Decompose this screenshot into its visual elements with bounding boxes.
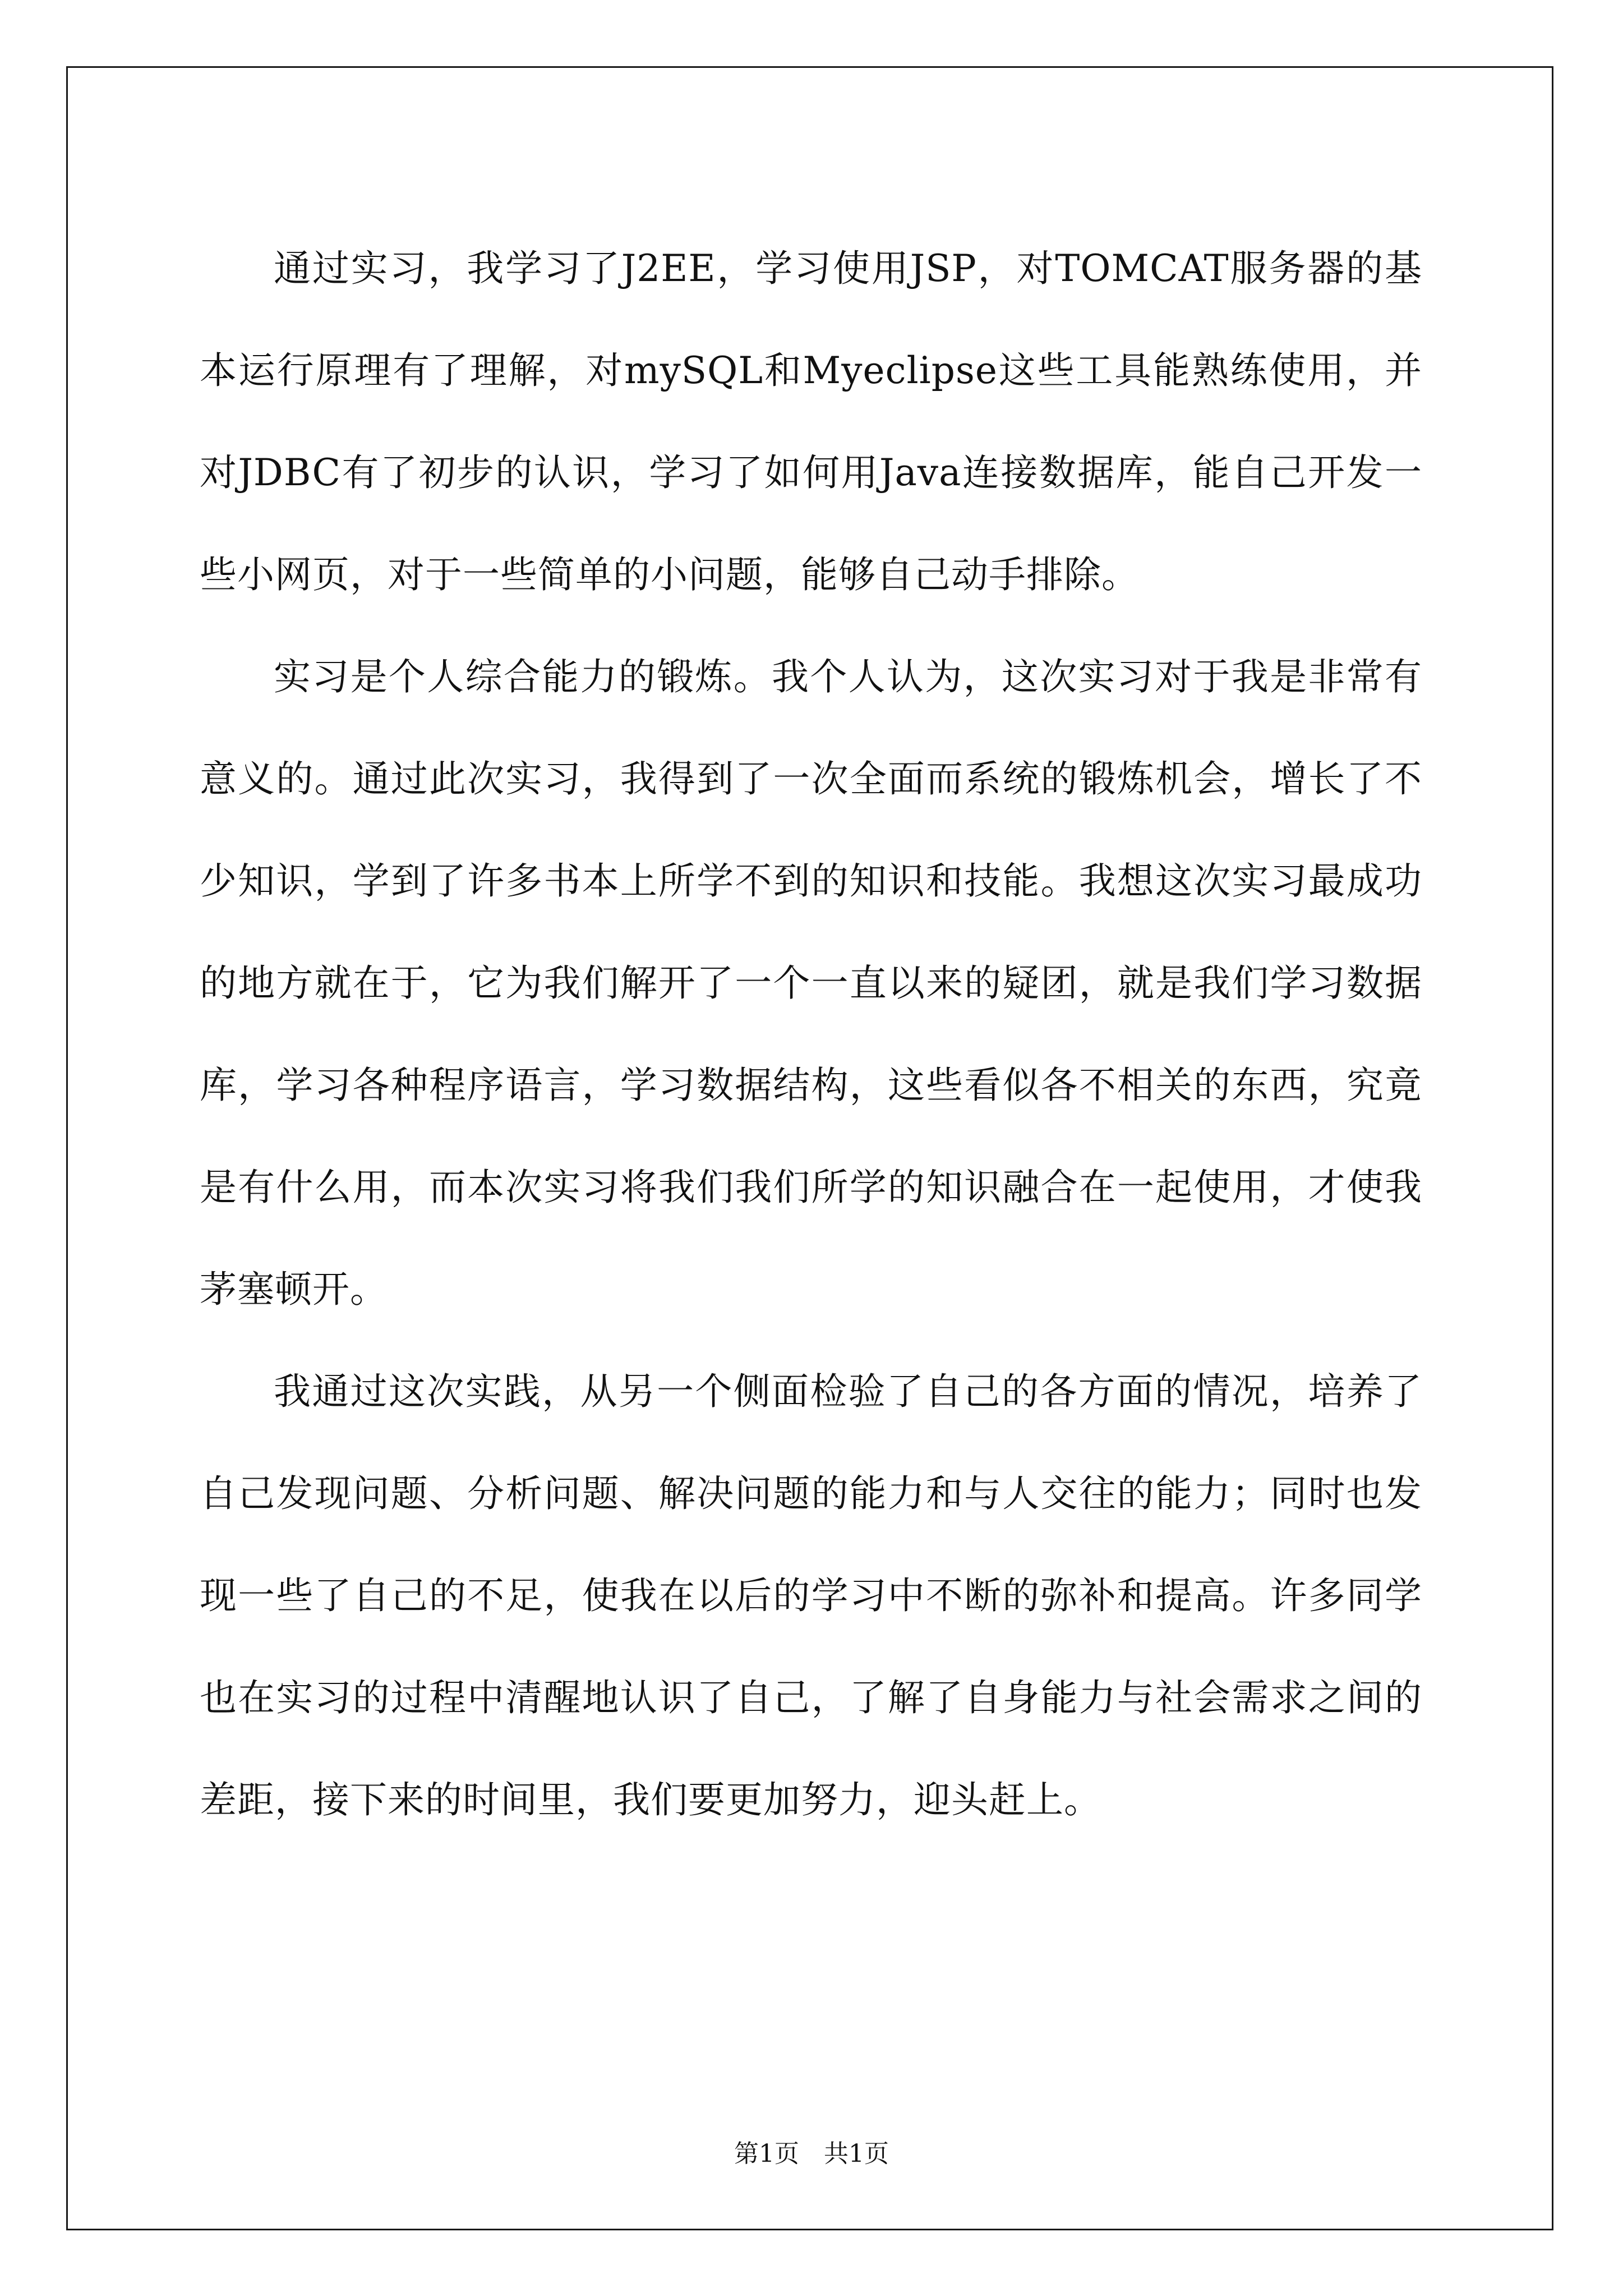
paragraph-3: 我通过这次实践，从另一个侧面检验了自己的各方面的情况，培养了自己发现问题、分析问题、解决问题的能力和与人交往的能力；同时也发现一些了自己的不足，使我在以后的学习中不断的弥补和提高。许多同学也在实习的过程中清醒地认识了自己，了解了自身能力与社会需求之间的差距，接下来的时间里，我们要更加努力，迎头赶上。	[200, 1370, 1422, 1821]
paragraph-2: 实习是个人综合能力的锻炼。我个人认为，这次实习对于我是非常有意义的。通过此次实习，我得到了一次全面而系统的锻炼机会，增长了不少知识，学到了许多书本上所学不到的知识和技能。我想这次实习最成功的地方就在于，它为我们解开了一个一直以来的疑团，就是我们学习数据库，学习各种程序语言，学习数据结构，这些看似各不相关的东西，究竟是有什么用，而本次实习将我们我们所学的知识融合在一起使用，才使我茅塞顿开。	[200, 655, 1422, 1311]
page-number-total: 共1页	[824, 2139, 889, 2168]
paragraph-1: 通过实习，我学习了J2EE，学习使用JSP，对TOMCAT服务器的基本运行原理有了理解，对mySQL和Myeclipse这些工具能熟练使用，并对JDBC有了初步的认识，学习了如何用Java连接数据库，能自己开发一些小网页，对于一些简单的小问题，能够自己动手排除。	[200, 247, 1422, 596]
page-number-current: 第1页	[734, 2139, 799, 2168]
document-body	[200, 218, 1422, 1851]
page-footer	[0, 2137, 1623, 2171]
